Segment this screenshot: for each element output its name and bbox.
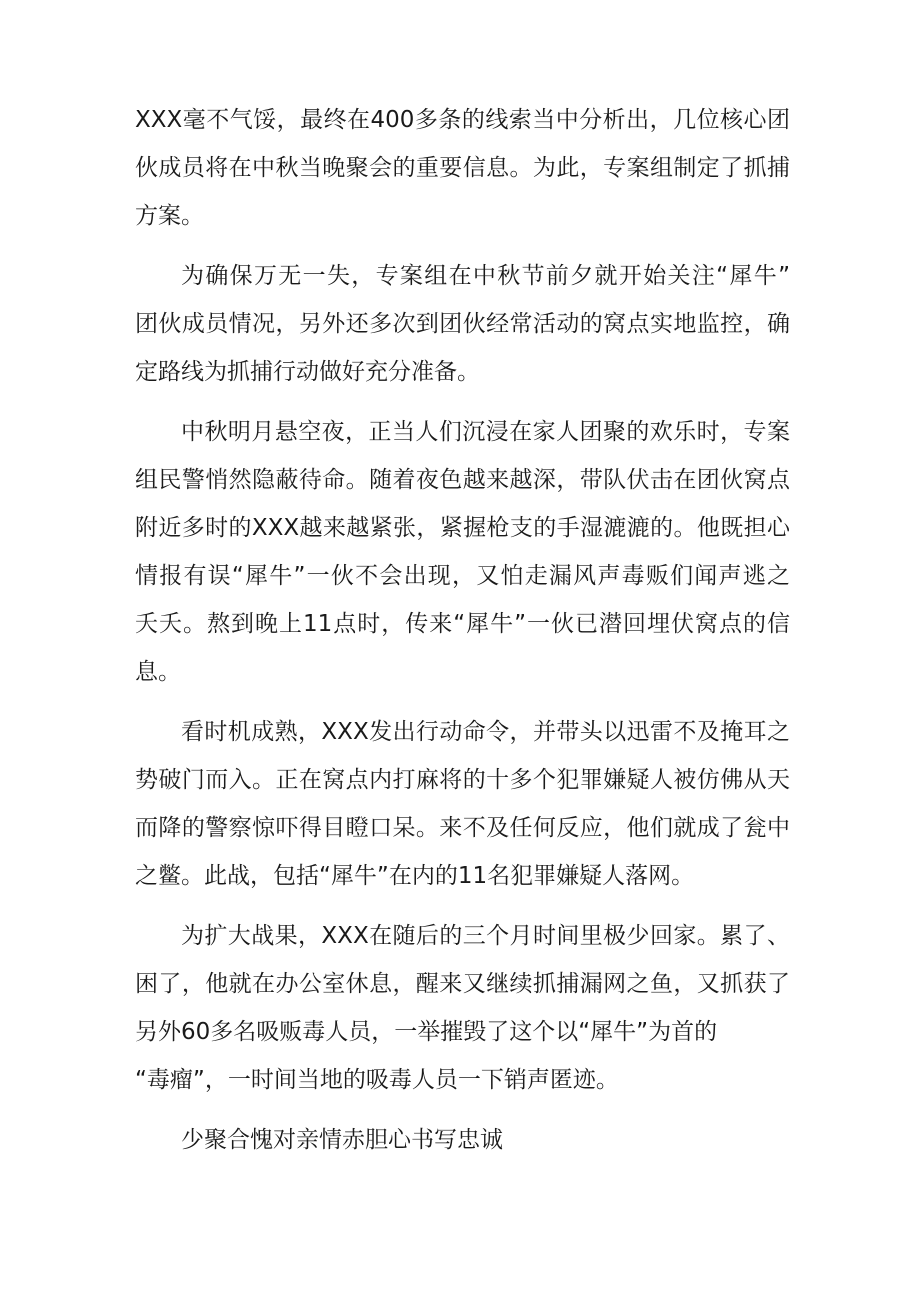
- paragraph-5: [135, 912, 790, 1104]
- text-line: 困了，他就在办公室休息，醒来又继续抓捕漏网之鱼，又抓获了: [135, 971, 790, 997]
- text-line: 少聚合愧对亲情赤胆心书写忠诚: [181, 1127, 503, 1153]
- section-heading: [135, 1116, 790, 1164]
- text-line: 方案。: [135, 203, 204, 229]
- text-line: 夭夭。熬到晚上11点时，传来“犀牛”一伙已潜回埋伏窝点的信: [135, 611, 790, 637]
- text-line: 附近多时的XXX越来越紧张，紧握枪支的手湿漉漉的。他既担心: [135, 515, 790, 541]
- text-line: 而降的警察惊吓得目瞪口呆。来不及任何反应，他们就成了瓮中: [135, 815, 790, 841]
- text-line: 团伙成员情况，另外还多次到团伙经常活动的窝点实地监控，确: [135, 311, 790, 337]
- paragraph-4: [135, 708, 790, 900]
- paragraph-3: [135, 408, 790, 696]
- text-line: 看时机成熟，XXX发出行动命令，并带头以迅雷不及掩耳之: [181, 719, 790, 745]
- paragraph-2: [135, 252, 790, 396]
- text-line: 伙成员将在中秋当晚聚会的重要信息。为此，专案组制定了抓捕: [135, 155, 790, 181]
- text-line: 为确保万无一失，专案组在中秋节前夕就开始关注“犀牛”: [181, 263, 790, 289]
- text-line: XXX毫不气馁，最终在400多条的线索当中分析出，几位核心团: [135, 107, 790, 133]
- text-line: 定路线为抓捕行动做好充分准备。: [135, 359, 480, 385]
- text-line: 之鳖。此战，包括“犀牛”在内的11名犯罪嫌疑人落网。: [135, 863, 695, 889]
- text-line: “毒瘤”，一时间当地的吸毒人员一下销声匿迹。: [135, 1067, 619, 1093]
- text-line: 中秋明月悬空夜，正当人们沉浸在家人团聚的欢乐时，专案: [181, 419, 790, 445]
- text-line: 情报有误“犀牛”一伙不会出现，又怕走漏风声毒贩们闻声逃之: [135, 563, 790, 589]
- text-line: 组民警悄然隐蔽待命。随着夜色越来越深，带队伏击在团伙窝点: [135, 467, 790, 493]
- text-line: 为扩大战果，XXX在随后的三个月时间里极少回家。累了、: [181, 923, 790, 949]
- text-line: 息。: [135, 659, 181, 685]
- document-body: [135, 96, 790, 1164]
- paragraph-1: [135, 96, 790, 240]
- text-line: 势破门而入。正在窝点内打麻将的十多个犯罪嫌疑人被仿佛从天: [135, 767, 790, 793]
- text-line: 另外60多名吸贩毒人员，一举摧毁了这个以“犀牛”为首的: [135, 1019, 718, 1045]
